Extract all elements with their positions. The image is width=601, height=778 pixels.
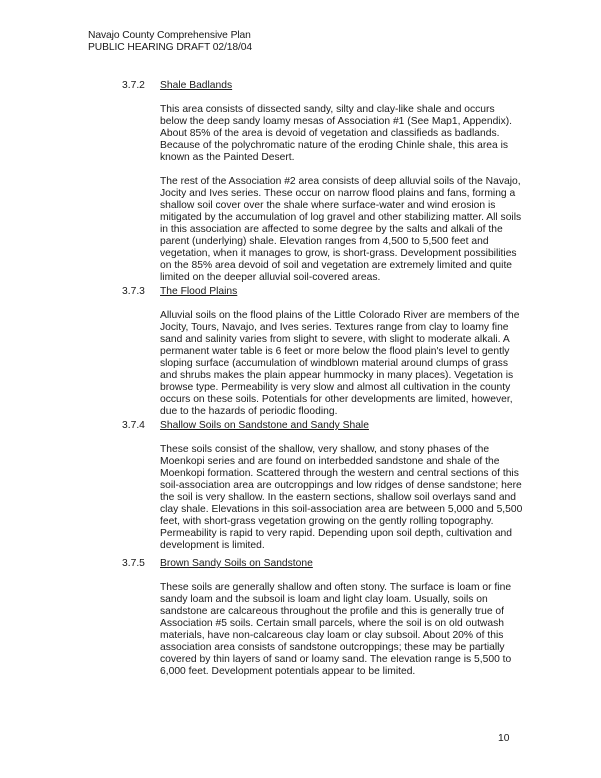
section-title: The Flood Plains (160, 286, 238, 297)
section-shallow-soils (122, 420, 522, 552)
paragraph: This area consists of dissected sandy, silty and clay-like shale and occurs below the deep sandy loamy mesas of Association #1 (See Map1, Appendix). About 85% of the area is devoid of vegetation and classifieds as badlands. Because of the polychromatic nature of the eroding Chinle shale, this area is known as the Painted Desert. (160, 104, 513, 163)
paragraph: These soils consist of the shallow, very shallow, and stony phases of the Moenkopi series and are found on interbedded sandstone and shale of the Moenkopi formation. Scattered through the western and central sections of this soil-association area are outcroppings and low ridges of dense sandstone; here the soil is very shallow. In the eastern sections, shallow soil overlays sand and clay shale. Elevations in this soil-association area are between 5,000 and 5,500 feet, with short-grass vegetation growing on the gently rolling topography. Permeability is rapid to very rapid. Depending upon soil depth, cultivation and development is limited. (160, 444, 523, 551)
header-draft-label: PUBLIC HEARING DRAFT 02/18/04 (88, 42, 253, 53)
paragraph: The rest of the Association #2 area consists of deep alluvial soils of the Navajo, Jocity and Ives series. These occur on narrow flood plains and fans, forming a shallow soil cover over the shale where surface-water and wind erosion is mitigated by the accumulation of log gravel and other stabilizing matter. All soils in this association are affected to some degree by the salts and alkali of the parent (underlying) shale. Elevation ranges from 4,500 to 5,500 feet and vegetation, when it manages to grow, is short-grass. Development possibilities on the 85% area devoid of soil and vegetation are extremely limited and quite limited on the deeper alluvial soil-covered areas. (160, 176, 522, 283)
page-number: 10 (498, 733, 510, 744)
section-brown-sandy-soils (122, 558, 522, 678)
section-heading (122, 558, 522, 570)
section-heading (122, 286, 522, 298)
paragraph: These soils are generally shallow and often stony. The surface is loam or fine sandy loam and the subsoil is loam and light clay loam. Usually, soils on sandstone are calcareous throughout the profile and this is generally true of Association #5 soils. Certain small parcels, where the soil is on old outwash materials, have non-calcareous clay loam or clay subsoil. About 20% of this association area consists of sandstone outcroppings; these may be partially covered by thin layers of sand or loamy sand. The elevation range is 5,500 to 6,000 feet. Development potentials appear to be limited. (160, 582, 512, 677)
section-heading (122, 420, 522, 432)
section-title: Brown Sandy Soils on Sandstone (160, 558, 313, 569)
section-title: Shale Badlands (160, 80, 233, 91)
section-heading (122, 80, 522, 92)
section-number: 3.7.4 (122, 420, 145, 431)
page-header (88, 30, 252, 54)
section-number: 3.7.5 (122, 558, 145, 569)
section-title: Shallow Soils on Sandstone and Sandy Shale (160, 420, 369, 431)
header-plan-title: Navajo County Comprehensive Plan (88, 30, 251, 41)
section-number: 3.7.3 (122, 286, 145, 297)
section-flood-plains (122, 286, 522, 418)
section-shale-badlands (122, 80, 522, 284)
paragraph: Alluvial soils on the flood plains of the Little Colorado River are members of the Jocity, Tours, Navajo, and Ives series. Textures range from clay to loamy fine sand and salinity varies from slight to severe, with slight to moderate alkali. A permanent water table is 6 feet or more below the flood plain's level to gently sloping surface (accumulation of windblown material around clumps of grass and shrubs makes the plain appear hummocky in many places). Vegetation is browse type. Permeability is very slow and almost all cultivation in the county occurs on these soils. Potentials for other developments are limited, however, due to the hazards of periodic flooding. (160, 310, 520, 417)
section-number: 3.7.2 (122, 80, 145, 91)
